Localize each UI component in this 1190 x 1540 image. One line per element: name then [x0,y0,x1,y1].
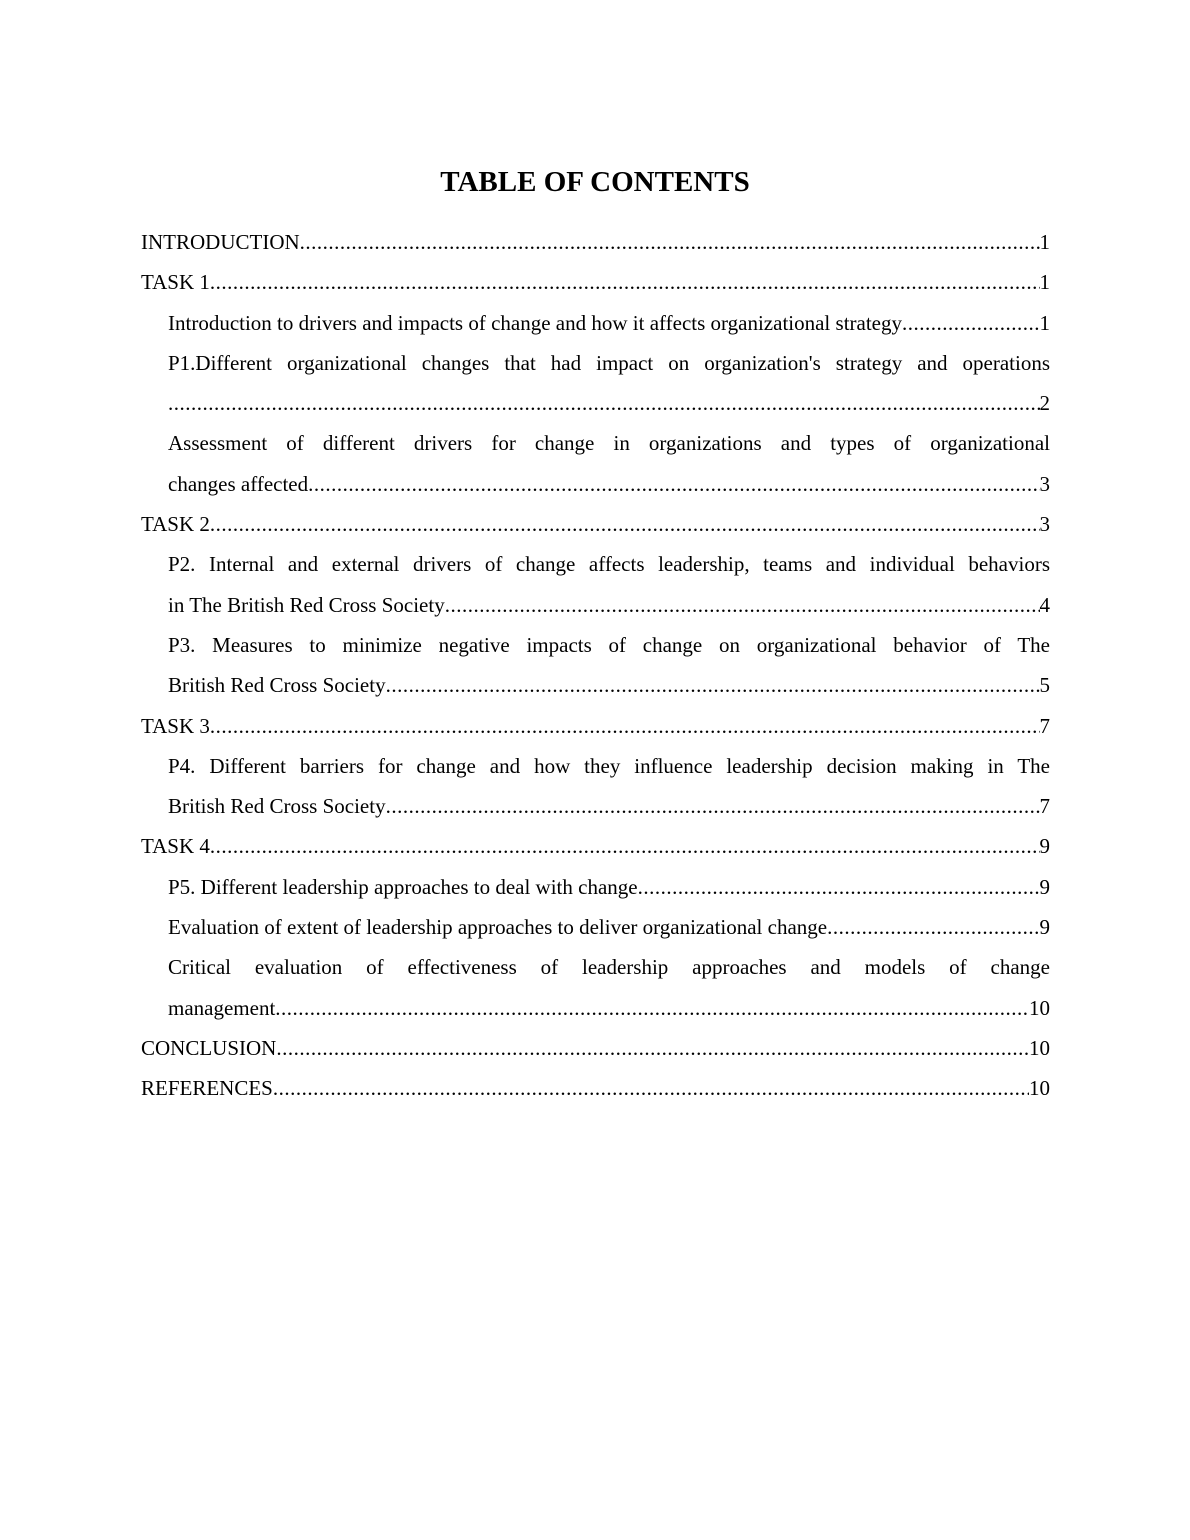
toc-entry-page-number: 9 [1039,915,1050,940]
toc-entry-page-number: 3 [1039,512,1050,537]
toc-entry-page-number: 5 [1039,673,1050,698]
toc-entry[interactable] [141,706,1050,746]
page-title: TABLE OF CONTENTS [440,166,750,198]
toc-entry[interactable] [168,625,1050,706]
toc-entry-page-number: 1 [1039,270,1050,295]
toc-entry-first-line: P1.Different organizational changes that had impact on organization's strategy and operations [168,350,1050,375]
toc-entry-line [168,383,1050,423]
toc-entry-line [168,907,1050,947]
toc-entry-line [141,706,1050,746]
toc-entry-page-number: 4 [1039,592,1050,617]
dot-leader [386,786,1040,826]
toc-entry-line [168,585,1050,625]
toc-entry-page-number: 2 [1039,391,1050,416]
toc-entry[interactable] [168,907,1050,947]
toc-entry-page-number: 9 [1039,834,1050,859]
dot-leader [273,1068,1029,1108]
dot-leader [386,665,1040,705]
toc-entry-page-number: 9 [1039,874,1050,899]
dot-leader [168,383,1040,423]
toc-entry-page-number: 1 [1039,230,1050,254]
dot-leader [276,1028,1029,1068]
toc-entry-page-number: 7 [1039,794,1050,819]
toc-entry[interactable] [168,343,1050,424]
toc-entry-first-line: P3. Measures to minimize negative impacts of change on organizational behavior of The [168,632,1050,657]
toc-entry-label: British Red Cross Society [168,673,386,698]
toc-entry[interactable] [141,1028,1050,1068]
toc-entry-line [168,464,1050,504]
toc-entry-page-number: 10 [1029,995,1050,1020]
toc-entry[interactable] [141,222,1050,262]
dot-leader [275,988,1029,1028]
toc-entry-page-number: 3 [1039,471,1050,496]
toc-entry[interactable] [141,1068,1050,1108]
toc-entry-label: management [168,995,276,1020]
toc-entry-label: Introduction to drivers and impacts of change and how it affects organizational strategy [168,310,902,335]
toc-entry-line [141,504,1050,544]
toc-entry-page-number: 7 [1039,713,1050,738]
toc-entry-line [168,665,1050,705]
toc-entry-line [141,222,1050,262]
toc-entry-line [141,262,1050,302]
toc-entry-first-line: P4. Different barriers for change and how they influence leadership decision making in The [168,753,1050,778]
toc-entry-label: TASK 4 [141,834,210,859]
toc-entry-page-number: 10 [1029,1076,1050,1101]
toc-entry[interactable] [141,504,1050,544]
toc-entry-label: Evaluation of extent of leadership approaches to deliver organizational change [168,915,828,940]
dot-leader [210,504,1040,544]
toc-entry-first-line: P2. Internal and external drivers of change affects leadership, teams and individual behaviors [168,552,1050,577]
toc-entry-line [168,988,1050,1028]
toc-entry[interactable] [168,947,1050,1028]
toc-entry-line [141,1028,1050,1068]
toc-entry-line [168,303,1050,343]
dot-leader [638,867,1040,907]
toc-entry[interactable] [141,262,1050,302]
toc-entry-label: TASK 3 [141,713,210,738]
toc-entry-first-line: Critical evaluation of effectiveness of leadership approaches and models of change [168,955,1050,980]
toc-entry-line [141,1068,1050,1108]
dot-leader [445,585,1040,625]
dot-leader [210,826,1040,866]
toc-entry-label: in The British Red Cross Society [168,592,445,617]
toc-entry[interactable] [168,867,1050,907]
toc-entry-page-number: 10 [1029,1035,1050,1060]
toc-entry-label: REFERENCES [141,1076,273,1101]
toc-entry-label: TASK 2 [141,512,210,537]
toc-entry-page-number: 1 [1039,310,1050,335]
toc-entry-label: British Red Cross Society [168,794,386,819]
toc-entry-line [168,786,1050,826]
toc-entry-first-line: Assessment of different drivers for change in organizations and types of organizational [168,431,1050,456]
dot-leader [902,303,1040,343]
toc-entry[interactable] [168,746,1050,827]
dot-leader [210,262,1040,302]
toc-entry-line [141,826,1050,866]
dot-leader [308,464,1039,504]
toc-entry-label: P5. Different leadership approaches to deal with change [168,874,638,899]
toc-entry-label: changes affected [168,471,309,496]
table-of-contents [141,222,1050,1109]
toc-entry-label: INTRODUCTION [141,230,300,254]
dot-leader [210,706,1040,746]
dot-leader [827,907,1039,947]
toc-entry-label: TASK 1 [141,270,210,295]
toc-entry[interactable] [168,544,1050,625]
toc-entry-line [168,867,1050,907]
dot-leader [300,222,1040,262]
toc-entry[interactable] [168,303,1050,343]
toc-entry[interactable] [168,423,1050,504]
toc-entry[interactable] [141,826,1050,866]
toc-entry-label: CONCLUSION [141,1035,277,1060]
